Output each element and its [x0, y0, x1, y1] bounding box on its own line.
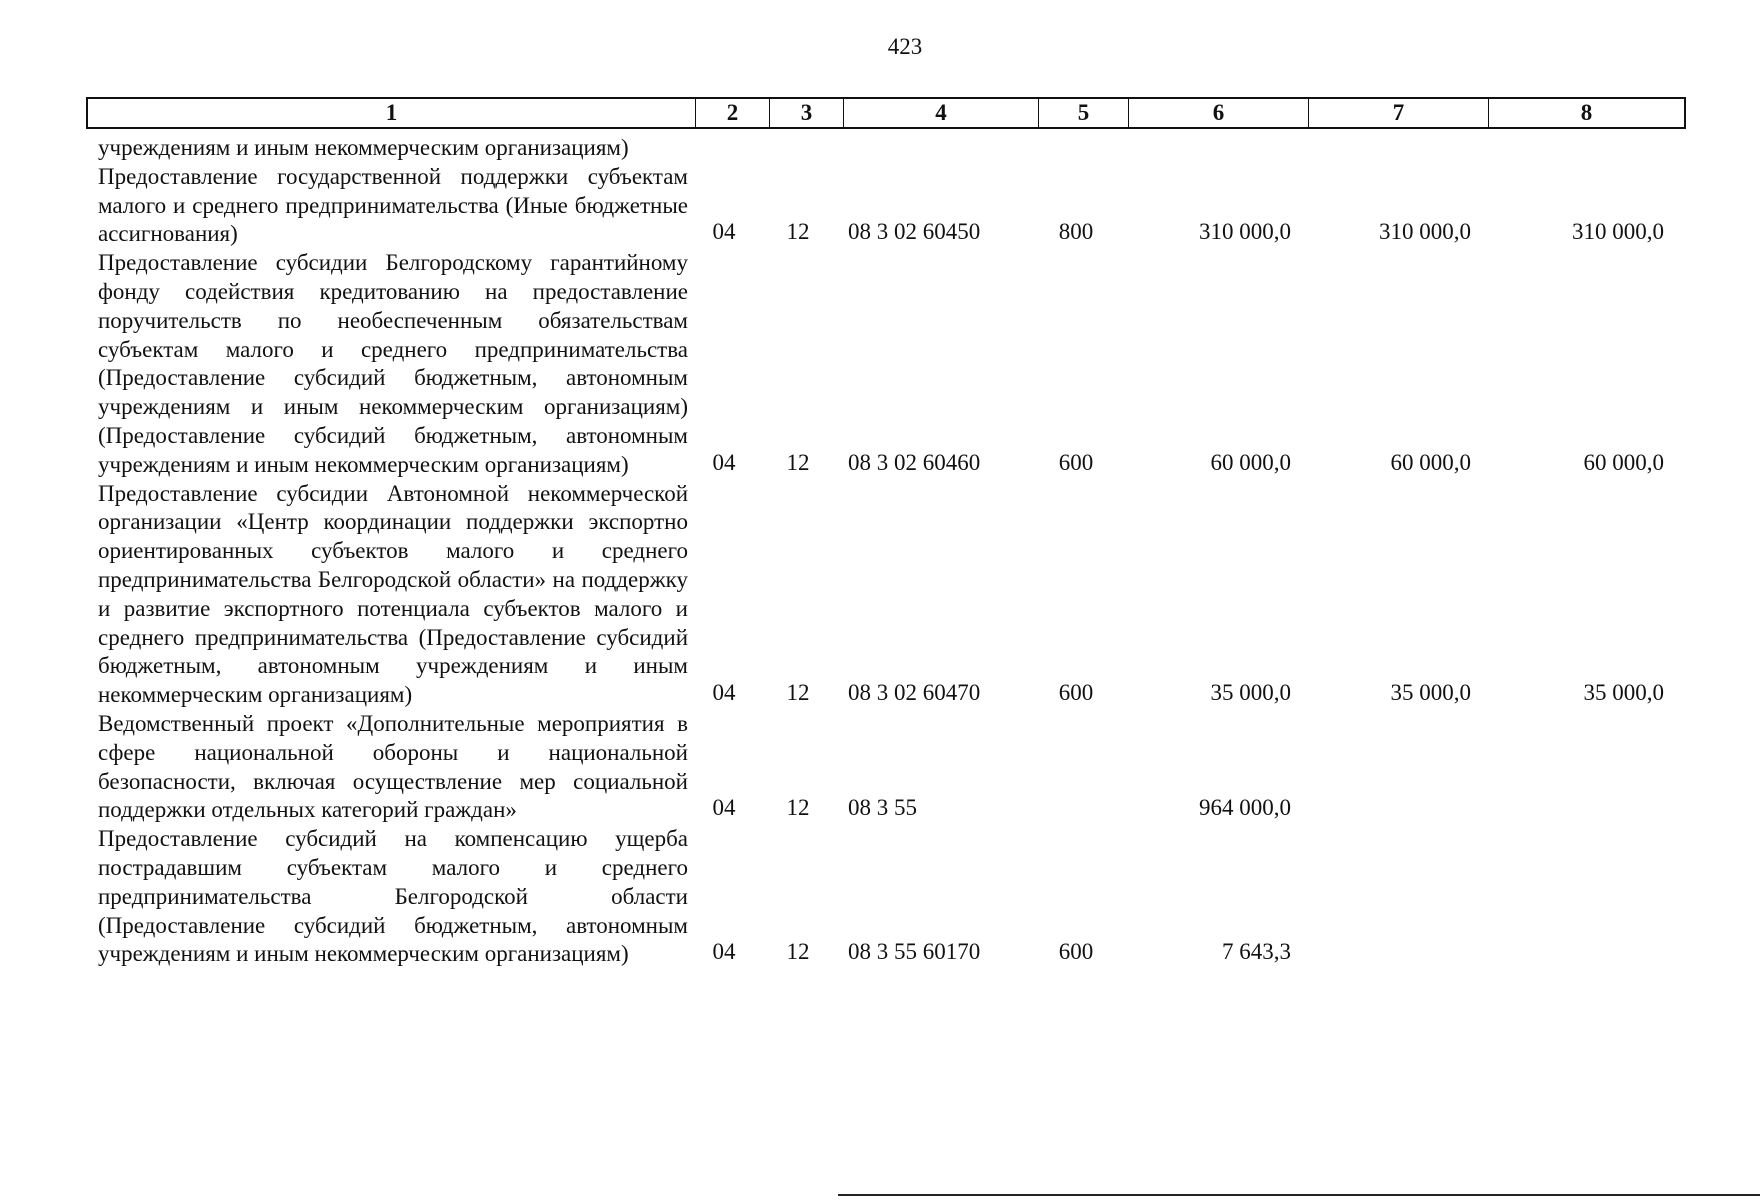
column-header-5: 5	[1039, 99, 1129, 127]
row-description: Предоставление государственной поддержки субъектам малого и среднего предпринимательства (Иные бюджетные ассигнования)	[98, 163, 688, 247]
continuation-row	[86, 134, 1682, 163]
row-amount-col6: 964 000,0	[1199, 795, 1291, 821]
row-amount-col6: 310 000,0	[1199, 219, 1291, 245]
row-amount-col8: 60 000,0	[1583, 449, 1664, 475]
row-expense-type: 600	[1058, 939, 1094, 965]
row-subsection: 12	[786, 680, 810, 706]
row-subsection: 12	[786, 449, 810, 475]
row-amount-col8: 310 000,0	[1572, 219, 1664, 245]
row-amount-col7: 310 000,0	[1379, 219, 1471, 245]
row-expense-type: 600	[1058, 449, 1094, 475]
row-amount-col6: 7 643,3	[1222, 939, 1291, 965]
row-subsection: 12	[786, 939, 810, 965]
table-row	[86, 163, 1682, 249]
table-row	[86, 249, 1682, 479]
row-target-code: 08 3 02 60450	[848, 219, 981, 245]
row-section: 04	[712, 219, 736, 245]
continuation-text: учреждениям и иным некоммерческим организациям)	[98, 135, 629, 160]
row-section: 04	[712, 680, 736, 706]
row-description: Предоставление субсидий на компенсацию ущерба пострадавшим субъектам малого и среднего предпринимательства Белгородской области (Предоставление субсидий бюджетным, автономным учреждениям и иным некоммерческим организациям)	[98, 826, 688, 967]
row-description: Ведомственный проект «Дополнительные мероприятия в сфере национальной обороны и национальной безопасности, включая осуществление мер социальной поддержки отдельных категорий граждан»	[98, 710, 688, 823]
row-subsection: 12	[786, 219, 810, 245]
table-row	[86, 480, 1682, 710]
row-section: 04	[712, 795, 736, 821]
page-number: 423	[887, 34, 923, 59]
row-description: Предоставление субсидии Автономной некоммерческой организации «Центр координации поддержки экспортно ориентированных субъектов малого и среднего предпринимательства Белгородской области» на поддержку и развитие экспортного потенциала субъектов малого и среднего предпринимательства (Предоставление субсидий бюджетным, автономным учреждениям и иным некоммерческим организациям)	[98, 480, 688, 708]
column-header-1: 1	[88, 99, 696, 127]
row-description: Предоставление субсидии Белгородскому гарантийному фонду содействия кредитованию на предоставление поручительств по необеспеченным обязательствам субъектам малого и среднего предпринимательства (Предоставление субсидий бюджетным, автономным учреждениям и иным некоммерческим организациям) (Предоставление субсидий бюджетным, автономным учреждениям и иным некоммерческим организациям)	[98, 250, 688, 477]
row-target-code: 08 3 02 60470	[848, 680, 981, 706]
row-section: 04	[712, 939, 736, 965]
table-row	[86, 710, 1682, 825]
row-subsection: 12	[786, 795, 810, 821]
table-body	[86, 134, 1682, 969]
row-amount-col6: 60 000,0	[1210, 449, 1291, 475]
footer-rule	[838, 1194, 1760, 1196]
table-header	[86, 97, 1686, 129]
column-header-4: 4	[844, 99, 1039, 127]
column-header-8: 8	[1580, 100, 1593, 125]
row-section: 04	[712, 449, 736, 475]
row-amount-col8: 35 000,0	[1583, 680, 1664, 706]
column-header-3: 3	[770, 99, 844, 127]
row-amount-col7: 35 000,0	[1390, 680, 1471, 706]
column-header-6: 6	[1129, 99, 1309, 127]
row-expense-type: 800	[1058, 219, 1094, 245]
row-target-code: 08 3 55	[848, 795, 917, 821]
column-header-7: 7	[1309, 99, 1489, 127]
row-target-code: 08 3 02 60460	[848, 449, 981, 475]
table-row	[86, 825, 1682, 969]
row-amount-col7: 60 000,0	[1390, 449, 1471, 475]
row-target-code: 08 3 55 60170	[848, 939, 981, 965]
row-expense-type: 600	[1058, 680, 1094, 706]
row-amount-col6: 35 000,0	[1210, 680, 1291, 706]
column-header-2: 2	[696, 99, 770, 127]
